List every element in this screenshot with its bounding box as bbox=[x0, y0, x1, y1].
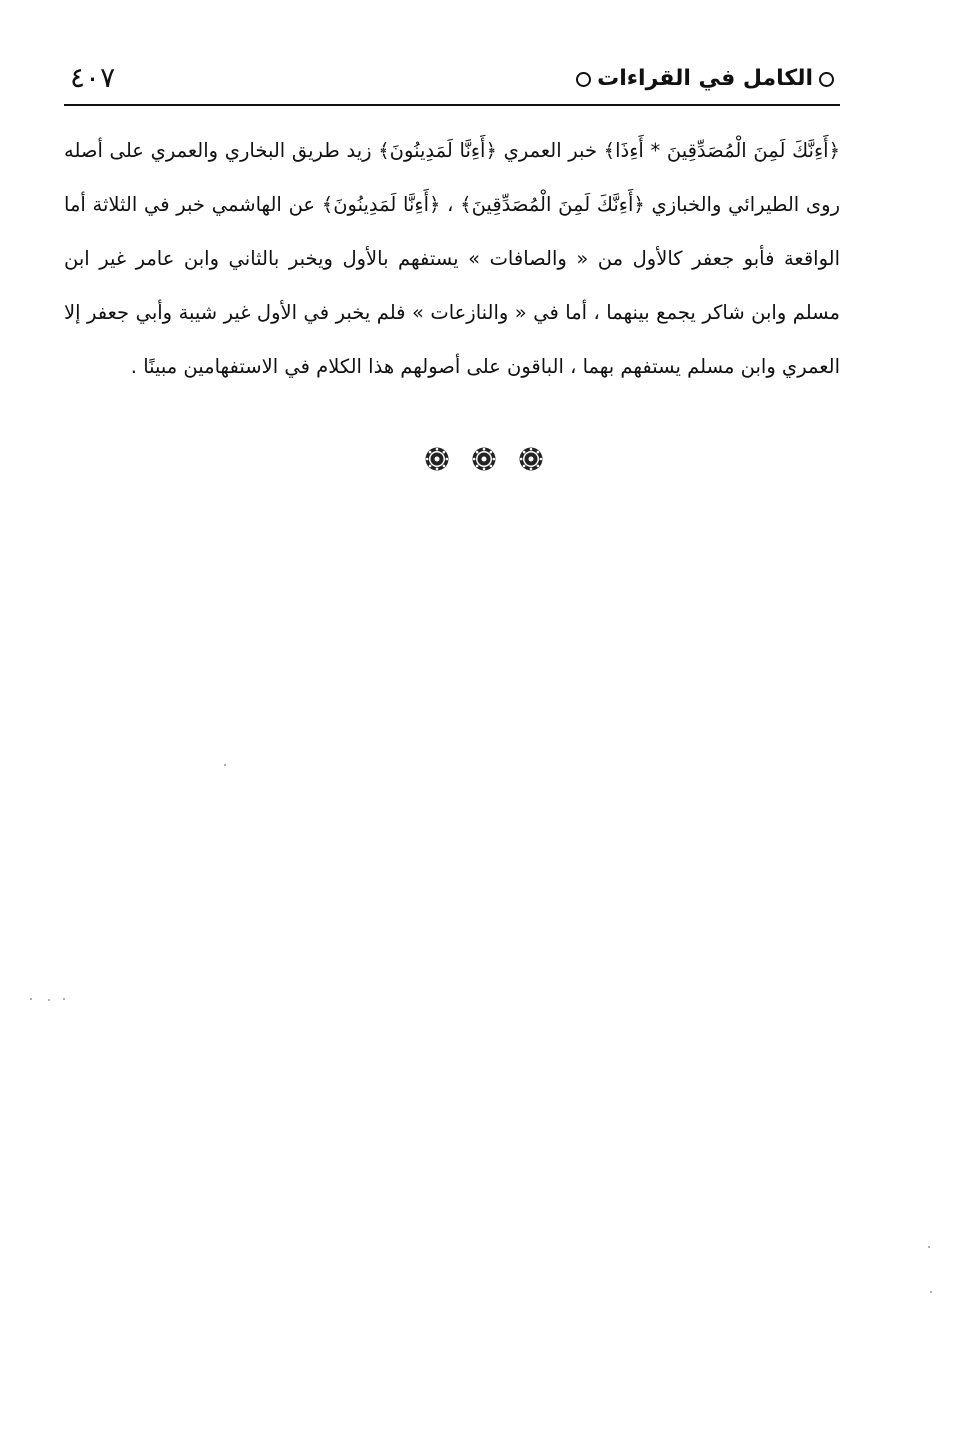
scan-speck bbox=[30, 998, 32, 1000]
circle-icon bbox=[576, 72, 591, 87]
scan-speck bbox=[928, 1246, 930, 1248]
running-title bbox=[570, 64, 840, 94]
running-title-text: الكامل في القراءات bbox=[597, 66, 813, 91]
circle-icon bbox=[819, 72, 834, 87]
page-header bbox=[64, 60, 840, 106]
scan-speck bbox=[224, 764, 226, 766]
rosette-ornament-icon bbox=[518, 446, 544, 472]
section-end-ornaments bbox=[0, 446, 968, 476]
page-number: ٤٠٧ bbox=[70, 61, 116, 94]
scan-speck bbox=[63, 998, 65, 1000]
body-paragraph: ﴿أَءِنَّكَ لَمِنَ الْمُصَدِّقِينَ * أَءِذَا﴾ خبر العمري ﴿أَءِنَّا لَمَدِينُونَ﴾ زيد طريق البخاري والعمري على أصله روى الطيرائي والخبازي ﴿أَءِنَّكَ لَمِنَ الْمُصَدِّقِينَ﴾ ، ﴿أَءِنَّا لَمَدِينُونَ﴾ عن الهاشمي خبر في الثلاثة أما الواقعة فأبو جعفر كالأول من « والصافات » يستفهم بالأول ويخبر بالثاني وابن عامر غير ابن مسلم وابن شاكر يجمع بينهما ، أما في « والنازعات » فلم يخبر في الأول غير شيبة وأبي جعفر إلا العمري وابن مسلم يستفهم بهما ، الباقون على أصولهم هذا الكلام في الاستفهامين مبينًا . bbox=[64, 139, 840, 378]
scan-speck bbox=[930, 1291, 932, 1293]
rosette-ornament-icon bbox=[424, 446, 450, 472]
scan-speck bbox=[48, 999, 50, 1001]
rosette-ornament-icon bbox=[471, 446, 497, 472]
